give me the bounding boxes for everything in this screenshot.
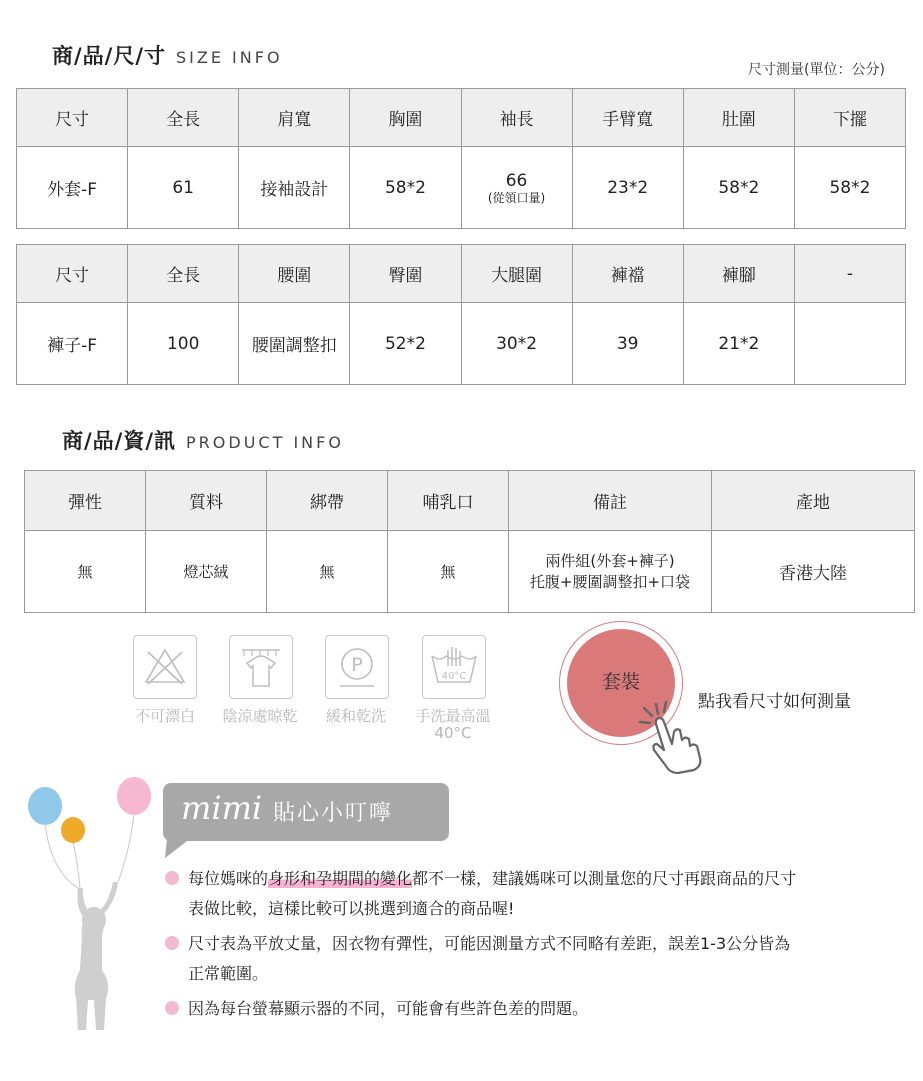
- tip-1-line-2: 表做比較，這樣比較可以挑選到適合的商品喔!: [188, 899, 515, 918]
- bullet-dot: [165, 936, 179, 950]
- header-sleeve: 袖長: [461, 89, 572, 147]
- size-subtitle: SIZE INFO: [176, 48, 283, 67]
- header-size: 尺寸: [17, 89, 128, 147]
- handwash-temp: 40°C: [434, 724, 472, 742]
- tip-2-line-1: 尺寸表為平放丈量，因衣物有彈性，可能因測量方式不同略有差距，誤差1-3公分皆為: [188, 934, 791, 953]
- bubble-tail: [163, 838, 193, 860]
- tip-1-highlight: 身形和孕期間的變化: [268, 869, 413, 888]
- gentle-dryclean-label: 緩和乾洗: [325, 707, 386, 725]
- unit-note: 尺寸測量(單位：公分): [748, 62, 885, 78]
- tip-2: [188, 929, 908, 989]
- measure-guide-link[interactable]: 點我看尺寸如何測量: [698, 692, 851, 712]
- sleeve-note: (從領口量): [487, 190, 546, 205]
- header-origin: 產地: [712, 471, 915, 531]
- tip-2-line-2: 正常範圍。: [188, 964, 269, 983]
- handwash-icon: [422, 635, 486, 699]
- tip-1: [188, 864, 908, 924]
- balloons-girl-icon: [20, 770, 170, 1054]
- header-shoulder: 肩寬: [239, 89, 350, 147]
- shade-dry-label: 陰涼處晾乾: [222, 707, 298, 725]
- notes-line-2: 托腹+腰圍調整扣+口袋: [529, 572, 691, 591]
- header-leg-opening: 褲腳: [683, 245, 794, 303]
- header-crotch: 褲襠: [572, 245, 683, 303]
- tip-3: 因為每台螢幕顯示器的不同，可能會有些許色差的問題。: [188, 999, 589, 1018]
- dryclean-letter: P: [351, 654, 363, 676]
- table-cell: 接袖設計: [239, 147, 350, 229]
- header-elasticity: 彈性: [25, 471, 146, 531]
- product-subtitle: PRODUCT INFO: [186, 433, 344, 452]
- bullet-dot: [165, 871, 179, 885]
- handwash-temp-label: 40°C: [441, 671, 467, 682]
- tip-1-pre: 每位媽咪的: [188, 869, 269, 888]
- shade-dry-icon: [229, 635, 293, 699]
- table-cell: 30*2: [461, 303, 572, 385]
- table-cell: 21*2: [683, 303, 794, 385]
- table-cell: [794, 303, 905, 385]
- header-tie: 綁帶: [267, 471, 388, 531]
- handwash-label: 手洗最高溫: [415, 707, 491, 725]
- size-title-text: 商/品/尺/寸: [52, 44, 167, 68]
- header-length: 全長: [128, 245, 239, 303]
- header-hem: 下擺: [794, 89, 905, 147]
- tip-1-post: 都不一樣，建議媽咪可以測量您的尺寸再跟商品的尺寸: [412, 869, 797, 888]
- header-hip: 臀圍: [350, 245, 461, 303]
- table-cell: 褲子-F: [17, 303, 128, 385]
- header-nursing: 哺乳口: [388, 471, 509, 531]
- no-bleach-label: 不可漂白: [134, 707, 195, 725]
- table-cell: 腰圍調整扣: [239, 303, 350, 385]
- notes-cell: [509, 531, 712, 613]
- header-material: 質料: [146, 471, 267, 531]
- header-chest: 胸圍: [350, 89, 461, 147]
- gentle-dryclean-icon: [325, 635, 389, 699]
- table-cell: 23*2: [572, 147, 683, 229]
- table-cell: 58*2: [794, 147, 905, 229]
- table-cell: 52*2: [350, 303, 461, 385]
- size-section-title: [52, 40, 283, 70]
- table-cell: 外套-F: [17, 147, 128, 229]
- table-cell: 61: [128, 147, 239, 229]
- tips-title-bubble: [163, 783, 449, 841]
- header-notes: 備註: [509, 471, 712, 531]
- brand-name: mimi: [181, 789, 263, 827]
- header-empty: -: [794, 245, 905, 303]
- measure-badge-label: 套裝: [601, 671, 640, 693]
- no-bleach-icon: [133, 635, 197, 699]
- jacket-size-table: [16, 88, 906, 229]
- table-cell: 無: [267, 531, 388, 613]
- table-cell: 100: [128, 303, 239, 385]
- header-length: 全長: [128, 89, 239, 147]
- table-cell: 香港大陸: [712, 531, 915, 613]
- pants-size-table: [16, 244, 906, 385]
- header-waist: 肚圍: [683, 89, 794, 147]
- table-cell: 58*2: [683, 147, 794, 229]
- product-section-title: [62, 425, 344, 455]
- sleeve-value: 66: [505, 170, 528, 191]
- table-cell: 無: [25, 531, 146, 613]
- table-cell: 燈芯絨: [146, 531, 267, 613]
- header-arm-width: 手臂寬: [572, 89, 683, 147]
- bullet-dot: [165, 1001, 179, 1015]
- tips-title: 貼心小叮嚀: [273, 801, 394, 826]
- table-cell: 58*2: [350, 147, 461, 229]
- header-waist: 腰圍: [239, 245, 350, 303]
- table-cell: 無: [388, 531, 509, 613]
- product-title-text: 商/品/資/訊: [62, 429, 177, 453]
- notes-line-1: 兩件組(外套+褲子): [545, 551, 675, 570]
- header-thigh: 大腿圍: [461, 245, 572, 303]
- product-info-table: [24, 470, 915, 613]
- sleeve-cell: [461, 147, 572, 229]
- header-size: 尺寸: [17, 245, 128, 303]
- table-cell: 39: [572, 303, 683, 385]
